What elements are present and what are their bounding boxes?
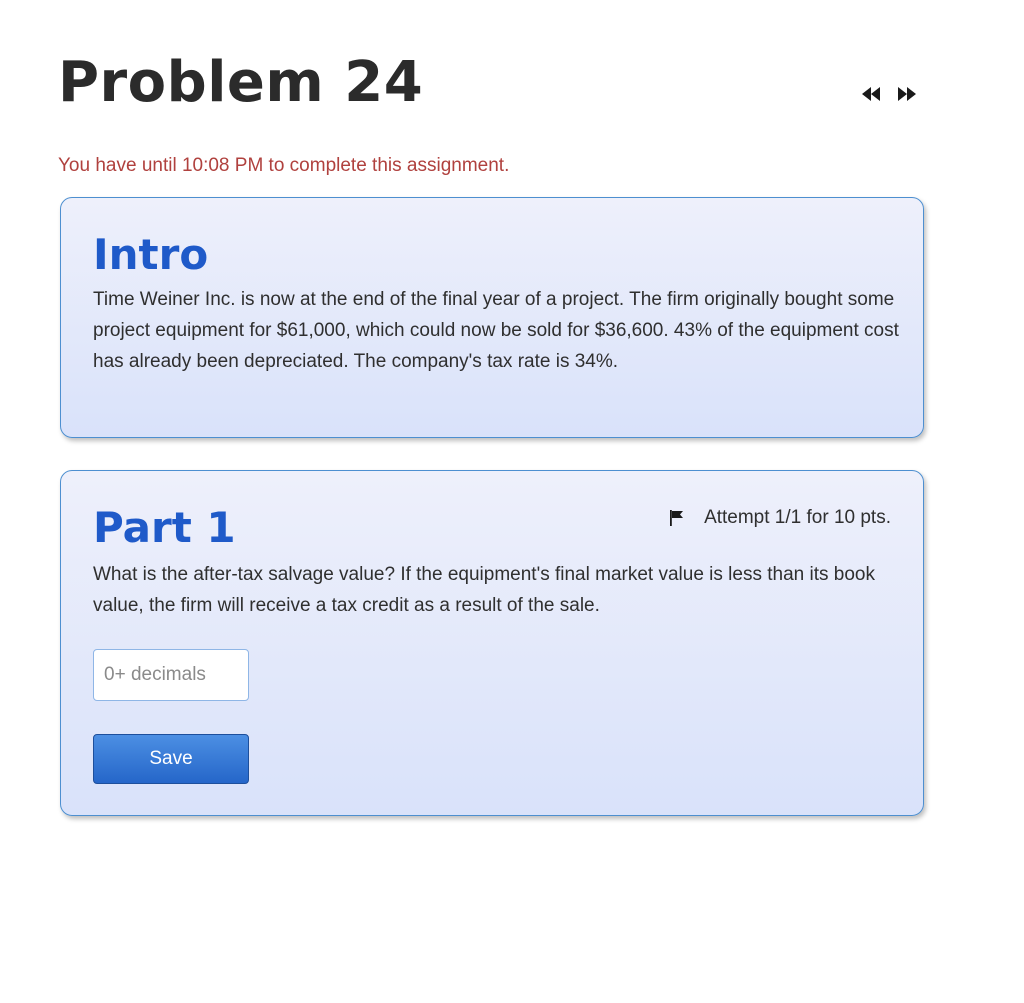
fast-forward-icon bbox=[897, 87, 917, 101]
save-button[interactable]: Save bbox=[93, 734, 249, 784]
part-1-heading: Part 1 bbox=[93, 503, 236, 552]
answer-input[interactable] bbox=[93, 649, 249, 701]
part-1-card bbox=[60, 470, 924, 816]
rewind-icon bbox=[861, 87, 881, 101]
next-problem-button[interactable] bbox=[896, 84, 918, 104]
part-1-question: What is the after-tax salvage value? If the equipment's final market value is less than its book value, the firm will receive a tax credit as a result of the sale. bbox=[93, 564, 875, 616]
problem-navigation bbox=[860, 84, 918, 104]
flag-icon[interactable] bbox=[670, 510, 684, 526]
intro-heading: Intro bbox=[93, 230, 209, 279]
intro-body: Time Weiner Inc. is now at the end of the final year of a project. The firm originally bought some project equipment for $61,000, which could now be sold for $36,600. 43% of the equipment cost has already been depreciated. The company's tax rate is 34%. bbox=[93, 289, 899, 372]
previous-problem-button[interactable] bbox=[860, 84, 882, 104]
attempt-info bbox=[670, 507, 891, 529]
intro-card bbox=[60, 197, 924, 438]
deadline-notice: You have until 10:08 PM to complete this assignment. bbox=[58, 155, 510, 176]
attempt-label: Attempt 1/1 for 10 pts. bbox=[704, 507, 891, 528]
page-title: Problem 24 bbox=[58, 50, 424, 115]
